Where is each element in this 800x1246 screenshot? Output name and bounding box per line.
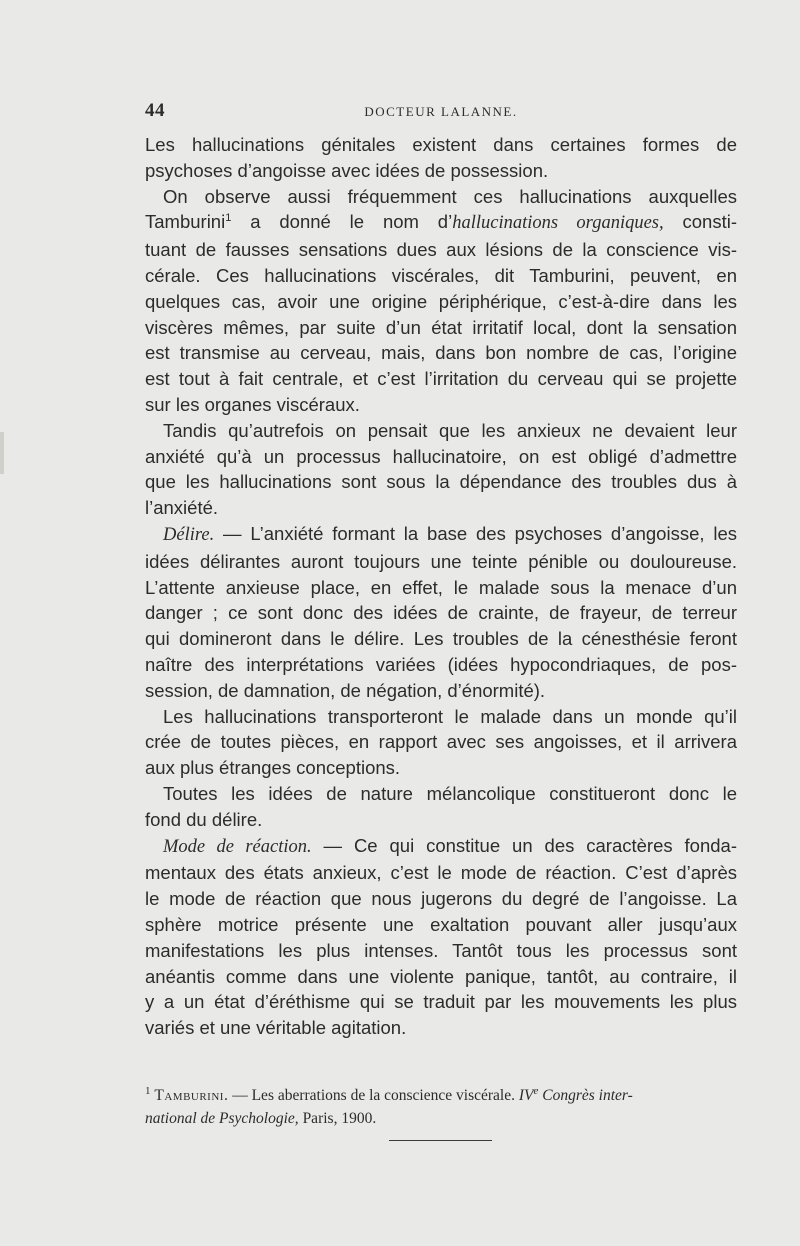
footnote-marker: 1 — [145, 1084, 151, 1097]
text-line: psychoses d’angoisse avec idées de possession. — [145, 159, 549, 181]
footnote-line — [145, 1107, 737, 1130]
text-line: l’anxiété. — [145, 497, 219, 519]
footnote-text: — Les aberrations de la conscience viscérale. — [228, 1087, 519, 1104]
page-number: 44 — [145, 100, 165, 121]
text-line — [145, 209, 737, 237]
congress-sup: e — [533, 1084, 539, 1097]
italic-term: hallucinations organiques, — [452, 213, 664, 234]
text-line: est tout à fait centrale, et c’est l’irritation du cerveau qui se projette — [145, 368, 737, 390]
text-line: tuant de fausses sensations dues aux lésions de la conscience vis- — [145, 239, 737, 261]
running-title: DOCTEUR LALANNE. — [364, 104, 518, 119]
text-line: crée de toutes pièces, en rapport avec ses angoisses, et il arrivera — [145, 731, 737, 753]
text-span: a donné le nom d’ — [231, 211, 453, 233]
section-heading-delire: Délire. — [163, 524, 215, 545]
text-span: Tamburini — [145, 211, 226, 233]
text-span: consti- — [663, 211, 737, 233]
footnote-author: Tamburini. — [154, 1087, 229, 1104]
congress-roman: IV — [518, 1087, 534, 1104]
text-line: L’attente anxieuse place, en effet, le malade sous la menace d’un — [145, 576, 737, 598]
text-line: que les hallucinations sont sous la dépendance des troubles dus à — [145, 471, 737, 493]
text-line: sur les organes viscéraux. — [145, 393, 360, 415]
body-text — [145, 132, 737, 1041]
text-line: Les hallucinations génitales existent dans certaines formes de — [145, 134, 737, 155]
text-line: anéantis comme dans une violente panique, tantôt, au contraire, il — [145, 965, 737, 987]
footnote-text: Paris, 1900. — [298, 1110, 377, 1127]
text-line: qui domineront dans le délire. Les troubles de la cénesthésie feront — [145, 628, 737, 650]
text-line: y a un état d’éréthisme qui se traduit par les mouvements les plus — [145, 991, 737, 1013]
text-line — [145, 521, 737, 549]
footnote — [145, 1084, 737, 1130]
text-line: anxiété qu’à un processus hallucinatoire, on est obligé d’admettre — [145, 445, 737, 467]
text-line: Tandis qu’autrefois on pensait que les anxieux ne devaient leur — [163, 419, 737, 441]
text-line: session, de damnation, de négation, d’énormité). — [145, 679, 546, 701]
running-head — [145, 100, 737, 128]
text-line: On observe aussi fréquemment ces hallucinations auxquelles — [163, 185, 737, 207]
footnote-ref[interactable]: 1 — [225, 212, 232, 225]
scan-margin-mark — [0, 432, 4, 474]
footnote-line — [145, 1084, 737, 1107]
congress-title: Congrès inter- — [538, 1087, 633, 1104]
text-line: fond du délire. — [145, 808, 263, 830]
text-line — [145, 833, 737, 861]
text-line: cérale. Ces hallucinations viscérales, dit Tamburini, peuvent, en — [145, 264, 737, 286]
text-span: — L’anxiété formant la base des psychoses d’angoisse, les — [214, 522, 737, 544]
text-line: Les hallucinations transporteront le malade dans un monde qu’il — [163, 705, 737, 727]
text-line: quelques cas, avoir une origine périphérique, c’est-à-dire dans les — [145, 290, 737, 312]
section-heading-reaction: Mode de réaction. — [163, 836, 312, 857]
text-line: Toutes les idées de nature mélancolique constitueront donc le — [163, 782, 737, 804]
footnote-rule — [389, 1140, 492, 1141]
text-line: naître des interprétations variées (idées hypocondriaques, de pos- — [145, 653, 737, 675]
text-line: mentaux des états anxieux, c’est le mode de réaction. C’est d’après — [145, 862, 737, 884]
text-line: viscères mêmes, par suite d’un état irritatif local, dont la sensation — [145, 316, 737, 338]
text-line: est transmise au cerveau, mais, dans bon nombre de cas, l’origine — [145, 342, 737, 364]
text-line: variés et une véritable agitation. — [145, 1017, 407, 1039]
text-line: idées délirantes auront toujours une teinte pénible ou douloureuse. — [145, 550, 737, 572]
text-line: aux plus étranges conceptions. — [145, 757, 401, 779]
text-line: danger ; ce sont donc des idées de crainte, de frayeur, de terreur — [145, 602, 737, 624]
text-line: sphère motrice présente une exaltation pouvant aller jusqu’aux — [145, 913, 737, 935]
text-line: le mode de réaction que nous jugerons du degré de l’angoisse. La — [145, 888, 737, 910]
congress-title: national de Psychologie, — [145, 1110, 299, 1127]
text-line: manifestations les plus intenses. Tantôt tous les processus sont — [145, 939, 737, 961]
text-span: — Ce qui constitue un des caractères fonda- — [311, 834, 737, 856]
